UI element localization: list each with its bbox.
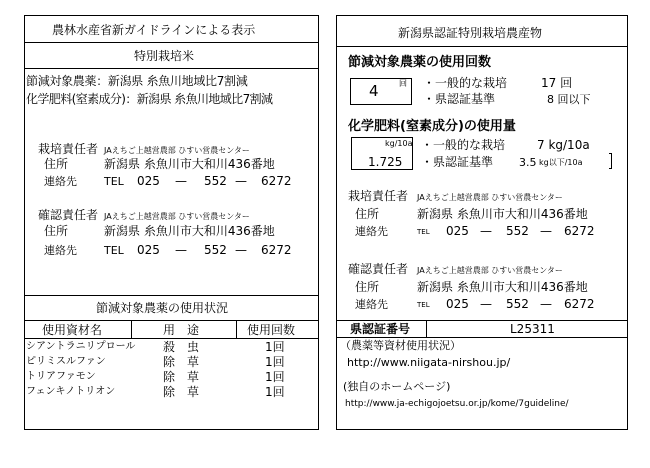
confirmer-tel-1: 025	[137, 243, 160, 257]
info-homepage-url[interactable]: http://www.ja-echigojoetsu.or.jp/kome/7guideline/	[345, 399, 569, 409]
grower-addr: 新潟県 糸魚川市大和川436番地	[417, 207, 588, 221]
confirmer-role: 確認責任者	[348, 262, 409, 276]
row-count: 1回	[265, 355, 285, 369]
grower-addr: 新潟県 糸魚川市大和川436番地	[104, 157, 275, 171]
grower-addr-label: 住所	[44, 157, 69, 171]
confirmer-tel-3: 552	[506, 297, 529, 311]
left-divider-1	[24, 42, 319, 43]
confirmer-addr-label: 住所	[44, 224, 69, 238]
grower-org: JAえちご上越営農部 ひすい営農センター	[417, 193, 563, 202]
grower-tel-1: 025	[446, 224, 469, 238]
row-purpose: 除 草	[163, 385, 200, 399]
grower-tel-3: 552	[204, 174, 227, 188]
confirmer-tel-2: —	[175, 243, 187, 257]
fertilizer-reduction-text: 化学肥料(窒素成分)：新潟県 糸魚川地域比7割減	[26, 92, 273, 106]
pest-count-title: 節減対象農薬の使用回数	[348, 55, 492, 70]
grower-role: 栽培責任者	[38, 142, 99, 156]
row-material: シアントラニリプロール	[26, 341, 136, 352]
grower-tel-2: —	[480, 224, 492, 238]
table-header-purpose: 用 途	[163, 323, 200, 337]
confirmer-tel-2: —	[480, 297, 492, 311]
confirmer-tel-label: TEL	[417, 301, 430, 309]
pest-standard-value: 8 回以下	[547, 93, 591, 106]
pest-general-label: ・一般的な栽培	[423, 76, 508, 90]
info-usage-url[interactable]: http://www.niigata-nirshou.jp/	[347, 356, 511, 369]
grower-tel-3: 552	[506, 224, 529, 238]
fert-standard-label: ・県認証基準	[421, 155, 494, 169]
table-header-count: 使用回数	[247, 323, 296, 337]
confirmer-tel-4: —	[540, 297, 552, 311]
left-divider-4	[24, 320, 319, 321]
fert-general-value: 7 kg/10a	[537, 138, 590, 152]
grower-contact-label: 連絡先	[355, 225, 388, 238]
cert-row-bottom	[336, 337, 628, 338]
pest-standard-label: ・県認証基準	[423, 92, 496, 106]
row-material: ピリミスルファン	[26, 356, 106, 367]
table-header-divider	[24, 338, 319, 339]
info-usage-label: （農薬等資材使用状況）	[340, 339, 461, 352]
left-divider-2	[24, 68, 319, 69]
product-name: 特別栽培米	[134, 49, 195, 63]
confirmer-contact-label: 連絡先	[355, 298, 388, 311]
confirmer-addr: 新潟県 糸魚川市大和川436番地	[417, 280, 588, 294]
confirmer-tel-3: 552	[204, 243, 227, 257]
fert-standard-value: 3.5	[519, 156, 537, 169]
pest-count-value: 4	[369, 82, 379, 100]
pesticide-reduction-text: 節減対象農薬：新潟県 糸魚川地域比7割減	[26, 74, 248, 88]
pest-count-unit: 回	[399, 79, 407, 88]
grower-tel-label: TEL	[417, 228, 430, 236]
row-count: 1回	[265, 340, 285, 354]
table-header-material: 使用資材名	[42, 323, 103, 337]
confirmer-tel-5: 6272	[564, 297, 595, 311]
confirmer-tel-1: 025	[446, 297, 469, 311]
left-title: 農林水産省新ガイドラインによる表示	[52, 23, 256, 37]
fert-amount-unit: kg/10a	[385, 139, 413, 148]
grower-addr-label: 住所	[355, 207, 380, 221]
right-title: 新潟県認証特別栽培農産物	[398, 26, 543, 40]
row-purpose: 除 草	[163, 370, 200, 384]
confirmer-tel-label: TEL	[104, 244, 124, 257]
fert-amount-value: 1.725	[368, 155, 403, 169]
pest-general-value: 17 回	[541, 76, 573, 90]
grower-tel-5: 6272	[261, 174, 292, 188]
row-purpose: 殺 虫	[163, 340, 200, 354]
grower-contact-label: 連絡先	[44, 175, 77, 188]
grower-tel-4: —	[235, 174, 247, 188]
row-count: 1回	[265, 370, 285, 384]
confirmer-role: 確認責任者	[38, 208, 99, 222]
row-count: 1回	[265, 385, 285, 399]
fert-general-label: ・一般的な栽培	[421, 138, 506, 152]
confirmer-tel-5: 6272	[261, 243, 292, 257]
row-material: フェンキノトリオン	[26, 386, 116, 397]
confirmer-addr: 新潟県 糸魚川市大和川436番地	[104, 224, 275, 238]
table-col-divider-1	[131, 320, 132, 338]
usage-title: 節減対象農薬の使用状況	[96, 301, 229, 315]
confirmer-addr-label: 住所	[355, 280, 380, 294]
grower-tel-1: 025	[137, 174, 160, 188]
left-divider-3	[24, 295, 319, 296]
fert-standard-unit: kg以下/10a	[539, 158, 583, 167]
right-divider-1	[336, 46, 628, 47]
confirmer-org: JAえちご上越営農部 ひすい営農センター	[417, 266, 563, 275]
row-purpose: 除 草	[163, 355, 200, 369]
fert-amount-title: 化学肥料(窒素成分)の使用量	[348, 119, 516, 134]
grower-tel-4: —	[540, 224, 552, 238]
confirmer-org: JAえちご上越営農部 ひすい営農センター	[104, 212, 250, 221]
grower-role: 栽培責任者	[348, 189, 409, 203]
table-col-divider-2	[236, 320, 237, 338]
confirmer-contact-label: 連絡先	[44, 244, 77, 257]
cert-row-top	[336, 320, 628, 321]
grower-org: JAえちご上越営農部 ひすい営農センター	[104, 146, 250, 155]
fert-standard-bracket	[609, 153, 612, 169]
info-homepage-label: (独自のホームページ)	[343, 380, 451, 393]
row-material: トリアファモン	[26, 371, 96, 382]
cert-number-value: L25311	[510, 322, 555, 336]
grower-tel-label: TEL	[104, 175, 124, 188]
grower-tel-2: —	[175, 174, 187, 188]
confirmer-tel-4: —	[235, 243, 247, 257]
cert-row-divider	[426, 320, 427, 337]
cert-number-label: 県認証番号	[350, 322, 411, 336]
grower-tel-5: 6272	[564, 224, 595, 238]
